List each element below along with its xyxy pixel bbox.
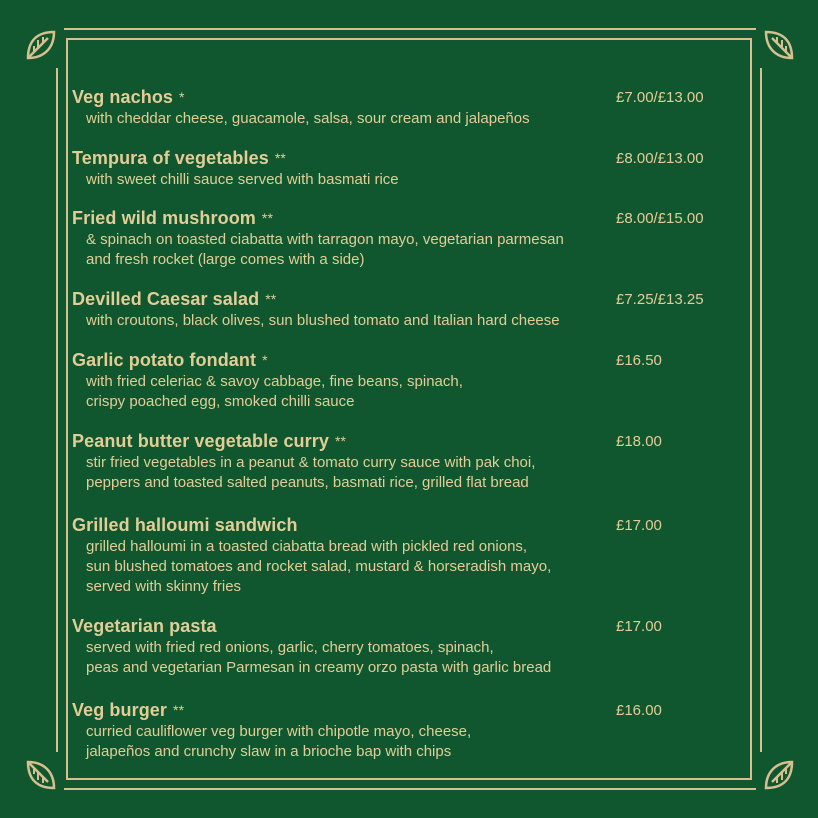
dish-stars: **: [265, 291, 277, 307]
dish-description: grilled halloumi in a toasted ciabatta bread with pickled red onions, sun blushed tomatoes and rocket salad, mustard & horseradish mayo, served with skinny fries: [86, 538, 552, 595]
leaf-icon: [762, 758, 796, 792]
dish-price: £17.00: [616, 517, 662, 534]
menu-item: [72, 514, 732, 597]
dish-price: £17.00: [616, 618, 662, 635]
dish-description: served with fried red onions, garlic, cherry tomatoes, spinach, peas and vegetarian Parmesan in creamy orzo pasta with garlic bread: [86, 639, 552, 676]
dish-name: Vegetarian pasta: [72, 616, 217, 636]
dish-description: with sweet chilli sauce served with basmati rice: [86, 171, 399, 188]
corner-top-left: [18, 22, 64, 68]
dish-name: Peanut butter vegetable curry: [72, 431, 329, 451]
dish-price: £8.00/£13.00: [616, 150, 704, 167]
dish-price: £7.00/£13.00: [616, 89, 704, 106]
dish-name: Devilled Caesar salad: [72, 289, 260, 309]
dish-price: £7.25/£13.25: [616, 291, 704, 308]
menu-item: [72, 349, 732, 412]
menu-item: [72, 430, 732, 493]
dish-stars: *: [262, 352, 268, 368]
menu-item: [72, 207, 732, 270]
dish-name: Garlic potato fondant: [72, 350, 257, 370]
dish-price: £18.00: [616, 433, 662, 450]
dish-name: Veg burger: [72, 700, 168, 720]
dish-description: stir fried vegetables in a peanut & tomato curry sauce with pak choi, peppers and toasted salted peanuts, basmati rice, grilled flat bread: [86, 454, 536, 491]
corner-bottom-left: [18, 752, 64, 798]
menu-item: [72, 615, 732, 678]
dish-name: Tempura of vegetables: [72, 148, 269, 168]
dish-description: with cheddar cheese, guacamole, salsa, sour cream and jalapeños: [86, 110, 530, 127]
menu-item: [72, 288, 732, 331]
dish-description: curried cauliflower veg burger with chipotle mayo, cheese, jalapeños and crunchy slaw in a brioche bap with chips: [86, 723, 472, 760]
menu-item: [72, 86, 732, 129]
dish-price: £16.00: [616, 702, 662, 719]
dish-name: Fried wild mushroom: [72, 208, 256, 228]
dish-name: Grilled halloumi sandwich: [72, 515, 298, 535]
leaf-icon: [24, 28, 58, 62]
dish-stars: **: [274, 150, 286, 166]
dish-price: £16.50: [616, 352, 662, 369]
dish-description: & spinach on toasted ciabatta with tarragon mayo, vegetarian parmesan and fresh rocket (large comes with a side): [86, 231, 564, 268]
corner-bottom-right: [756, 752, 802, 798]
dish-stars: *: [179, 89, 185, 105]
corner-top-right: [756, 22, 802, 68]
dish-description: with croutons, black olives, sun blushed tomato and Italian hard cheese: [86, 312, 560, 329]
dish-description: with fried celeriac & savoy cabbage, fine beans, spinach, crispy poached egg, smoked chilli sauce: [86, 373, 463, 410]
dish-stars: **: [173, 702, 185, 718]
dish-stars: **: [334, 433, 347, 449]
menu-item: [72, 699, 732, 762]
menu-item: [72, 147, 732, 190]
dish-name: Veg nachos: [72, 87, 174, 107]
leaf-icon: [24, 758, 58, 792]
dish-stars: **: [261, 210, 274, 226]
leaf-icon: [762, 28, 796, 62]
dish-price: £8.00/£15.00: [616, 210, 704, 227]
